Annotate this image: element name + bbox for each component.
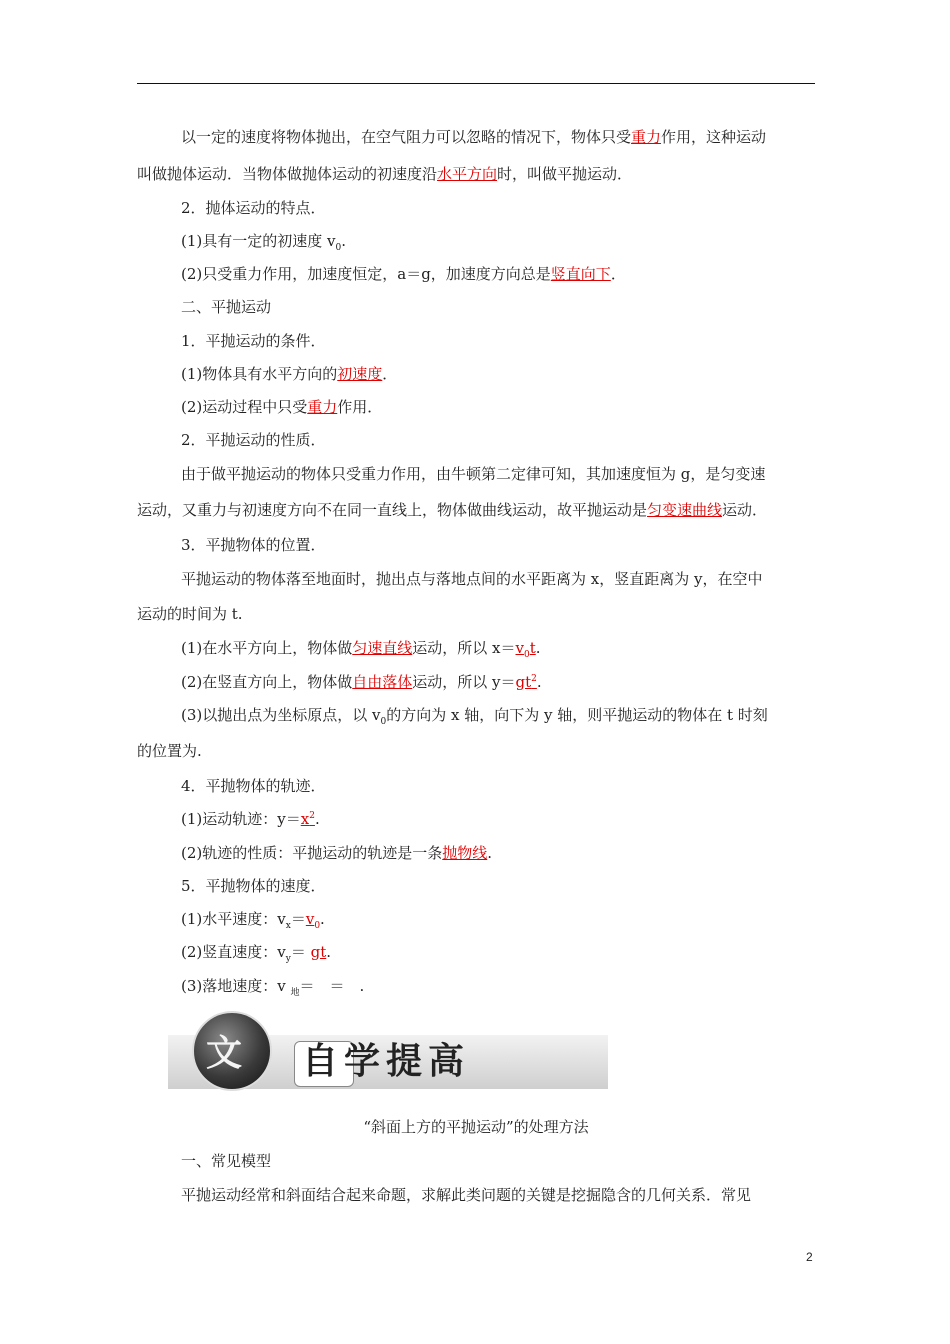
topic-heading: “斜面上方的平抛运动”的处理方法 [363,1118,589,1136]
section-title: 2．抛体运动的特点． [181,199,326,217]
answer-blank: 竖直向下 [550,265,611,283]
answer-blank: $v_0$ [305,910,321,931]
page-number: 2 [806,1250,813,1264]
section-title: 5．平抛物体的速度． [181,877,326,895]
list-item: (1)运动轨迹：$y=x^2$. [181,810,320,828]
answer-blank: 匀变速曲线 [647,501,723,519]
section-title: 1．平抛运动的条件． [181,332,326,350]
list-item: (2)竖直速度：$v_y=$ gt. [181,943,332,964]
banner-title: 自学提高 [302,1040,471,1082]
section-title: 3．平抛物体的位置． [181,536,326,554]
paragraph-line: 叫做抛体运动．当物体做抛体运动的初速度沿水平方向时，叫做平抛运动． [137,165,633,183]
header-rule [137,83,815,84]
list-item: (2)只受重力作用，加速度恒定，a＝g，加速度方向总是竖直向下． [181,265,626,283]
answer-blank: $v_0t$ [515,639,536,660]
part-title: 一、常见模型 [181,1152,272,1170]
paragraph-line: 由于做平抛运动的物体只受重力作用，由牛顿第二定律可知，其加速度恒为 g，是匀变速 [181,465,766,483]
paragraph-line: 运动，又重力与初速度方向不在同一直线上，物体做曲线运动，故平抛运动是匀变速曲线运动． [137,501,768,519]
part-title: 二、平抛运动 [181,298,272,316]
list-item: (2)运动过程中只受重力作用． [181,398,383,416]
list-item: (2)在竖直方向上，物体做自由落体运动，所以 $y=gt^2$. [181,673,542,691]
list-item: (2)轨迹的性质：平抛运动的轨迹是一条抛物线. [181,844,493,862]
answer-blank: 抛物线 [442,844,488,862]
answer-blank: 自由落体 [352,673,413,691]
answer-blank: 匀速直线 [352,639,413,657]
paragraph-line: 平抛运动的物体落至地面时，抛出点与落地点间的水平距离为 x，竖直距离为 y，在空中 [181,570,763,588]
list-item: (1)具有一定的初速度 $v_0$. [181,232,347,253]
banner-glyph: 文 [206,1032,243,1074]
list-item: (1)水平速度：$v_x=v_0$. [181,910,325,931]
paragraph-line: 以一定的速度将物体抛出，在空气阻力可以忽略的情况下，物体只受重力作用，这种运动 [181,128,767,146]
section-banner [168,1005,608,1091]
paragraph-line: 的位置为. [137,742,202,760]
answer-blank: 重力 [631,128,662,146]
section-title: 2．平抛运动的性质． [181,431,326,449]
answer-blank: $x^2$ [300,810,315,828]
answer-blank: $gt^2$ [515,673,537,691]
answer-blank: 初速度 [337,365,383,383]
list-item: (3)以抛出点为坐标原点，以 $v_0$的方向为 x 轴，向下为 y 轴，则平抛运动的物体在 t 时刻 [181,706,768,727]
paragraph-line: 运动的时间为 t. [137,605,243,623]
answer-blank: 水平方向 [437,165,498,183]
answer-blank: gt [310,943,327,961]
list-item: (1)物体具有水平方向的初速度． [181,365,398,383]
paragraph-line: 平抛运动经常和斜面结合起来命题，求解此类问题的关键是挖掘隐含的几何关系．常见 [181,1186,752,1204]
answer-blank: 重力 [307,398,338,416]
list-item: (3)落地速度：v $_地$＝ ＝ . [181,977,365,998]
list-item: (1)在水平方向上，物体做匀速直线运动，所以 $x=v_0t$. [181,639,541,660]
section-title: 4．平抛物体的轨迹． [181,777,326,795]
